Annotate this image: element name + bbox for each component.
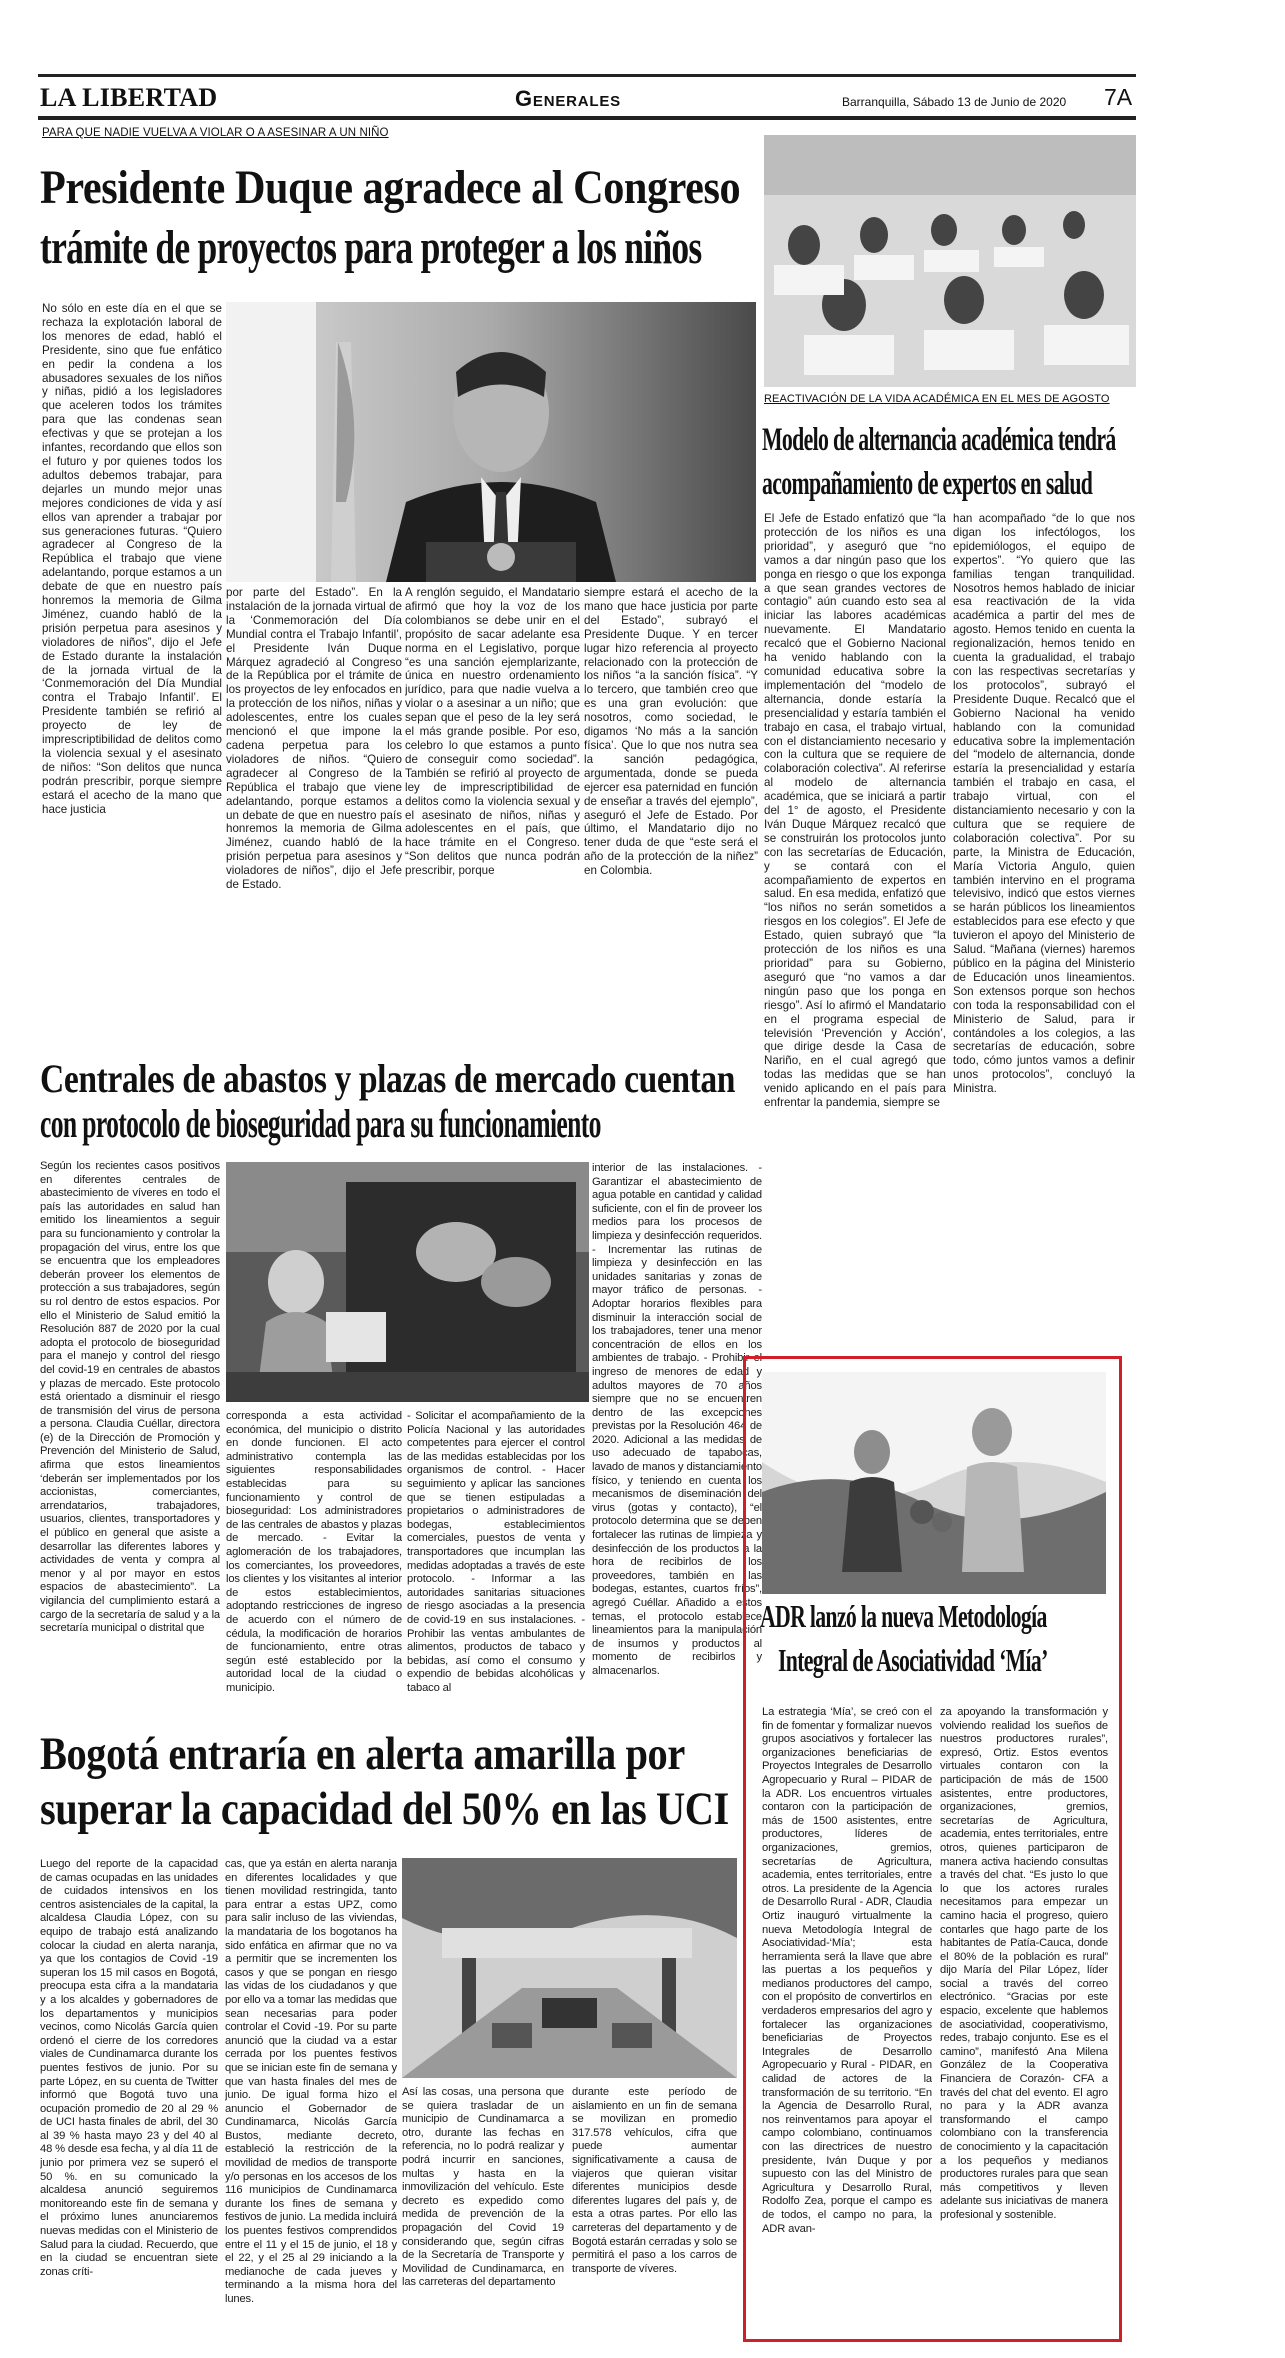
president-image [226,302,756,582]
article4-column2 [225,1858,397,2338]
article4-col3-text: Así las cosas, una persona que se quiera trasladar de un municipio de Cundinamarca a otro, durante las fechas en referencia, no lo podrá realizar y podrá incurrir en sanciones, multas y hasta en la inmovilización del vehículo. Este decreto es expedido como medida de prevención de la propagación del Covid 19 considerando que, según cifras de la Secretaría de Transporte y Movilidad de Cundinamarca, en las carreteras del departamento [402,2086,564,2289]
article3-column3 [407,1410,585,1710]
classroom-image [764,135,1136,387]
article3-col4-text: interior de las instalaciones. - Garantizar el abastecimiento de agua potable en cantidad y calidad suficiente, con el fin de proveer los medios para los procesos de limpieza y desinfección requeridos. - Incrementar las rutinas de limpieza y desinfección en las unidades sanitarias y zonas de mayor tráfico de personas. - Adoptar horarios flexibles para disminuir la interacción social de los trabajadores, tener una menor concentración de ellos en los ambientes de trabajo. - Prohibir el ingreso de menores de edad y adultos mayores de 70 años siempre que no se encuentren dentro de las excepciones previstas por la Resolución 464 de 2020. Adicional a las medidas de uso adecuado de tapabocas, lavado de manos y distanciamiento físico, y teniendo en cuenta los mecanismos de diseminación del virus (gotas y contacto), “el protocolo determina que se deben fortalecer las rutinas de limpieza y desinfección de los productos a la hora de recibirlos de los proveedores, también en las bodegas, estantes, cuartos fríos”, agregó Cuéllar. Añadido a estos temas, el protocolo establece lineamientos para la manipulación de insumos y productos al momento de recibirlos y almacenarlos. [592,1162,762,1677]
checkpoint-photo [402,1858,737,2078]
page-number: 7A [1104,84,1133,110]
farmers-photo [762,1372,1106,1594]
article1-col1-text: No sólo en este día en el que se rechaza la explotación laboral de los menores de edad, habló el Presidente, sino que fue enfático en pedir la condena a los abusadores sexuales de los niños y niñas, pidió a los legisladores que aceleren todos los trámites para que las condenas sean efectivas y que se protejan a los infantes, recordando que ellos son el futuro y por quienes todos los adultos debemos trabajar, para dejarles un mundo mejor unas mejores condiciones de vida y así ellos van aprender a trabajar por sus generaciones futuras. “Quiero agradecer al Congreso de la República el trabajo que viene adelantando, porque estamos a un debate de que en nuestro país honremos la memoria de Gilma Jiménez, cuando habló de la prisión perpetua para asesinos y violadores de niños”, dijo el Jefe de Estado durante la instalación de la jornada virtual de la ‘Conmemoración del Día Mundial contra el Trabajo Infantil’. El Presidente también se refirió al proyecto de ley de imprescriptibilidad de delitos como la violencia sexual y el asesinato de niños: “Son delitos que nunca podrán prescribir, porque siempre estará el acecho de la mano que hace justicia [42,302,222,816]
article1-col4-text: siempre estará el acecho de la mano que hace justicia por parte del Estado”, subrayó el Presidente Duque. Y en tercer lugar hizo referencia al proyecto relacionado con la protección de los niños “a la sanción física”. “Y lo tercero, que también creo que es una gran evolución: que nosotros, como sociedad, le digamos ‘No más a la sanción física’. Que lo que nos nutra sea la sanción pedagógica, argumentada, donde se pueda ejercer esa paternidad en función de enseñar a través del ejemplo”, aseguró el Jefe de Estado. Por último, el Mandatario dijo no tener duda de que “este será el año de la protección de la niñez” en Colombia. [584,586,758,878]
article3-column2 [226,1410,402,1710]
article4-column1 [40,1858,218,2338]
checkpoint-image [402,1858,737,2078]
article4-col1-text: Luego del reporte de la capacidad de camas ocupadas en las unidades de cuidados intensivos en los centros asistenciales de la capital, la alcaldesa Claudia López, con su equipo de trabajo está analizando colocar la ciudad en alerta naranja, ya que los contagios de Covid -19 superan los 15 mil casos en Bogotá, preocupa esta cifra a la mandataria y a los alcaldes y gobernadores de los departamentos y municipios vecinos, como Nicolás García quien ordenó el cierre de los corredores viales de Cundinamarca durante los puentes festivos de junio. Por su parte López, en su cuenta de Twitter informó que Bogotá tuvo una ocupación promedio de 20 al 29 % de UCI hasta finales de abril, del 30 al 39 % hasta mayo 23 y del 40 al 48 % desde esa fecha, y al día 11 de junio por primera vez se superó el 50 %. en su comunicado la alcaldesa anunció seguiremos monitoreando este fin de semana y el próximo lunes anunciaremos nuevas medidas con el Ministerio de Salud para la ciudad. Recuerdo, que en la ciudad se encuentran siete zonas críti- [40,1858,218,2278]
article4-headline-line1: Bogotá entraría en alerta amarilla por [40,1728,685,1780]
masthead: LA LIBERTAD [40,83,218,112]
market-image [226,1162,589,1402]
article5-headline-line2: Integral de Asociatividad ‘Mía’ [778,1642,1048,1678]
article4-headline-line2: superar la capacidad del 50% en las UCI [40,1783,729,1835]
header-bottom-rule [38,116,1136,120]
article1-headline-line1: Presidente Duque agradece al Congreso [40,161,741,214]
article3-column1 [40,1160,220,1720]
article3-col2-text: corresponda a esta actividad económica, del municipio o distrito en donde funcionen. El acto administrativo contempla las siguientes responsabilidades establecidas para su funcionamiento y control de bioseguridad: Los administradores de las centrales de abastos y plazas de mercado. - Evitar la aglomeración de los trabajadores, los comerciantes, los proveedores, los clientes y los visitantes al interior de estos establecimientos, adoptando restricciones de ingreso de acuerdo con el número de cédula, la modificación de horarios de funcionamiento, entre otras según esté establecido por la autoridad local de la ciudad o municipio. [226,1410,402,1694]
article2-col2-text: han acompañado “de lo que nos digan los infectólogos, los epidemiólogos, el equipo de expertos”. “Yo quiero que las familias tengan tranquilidad. Nosotros hemos hablado de iniciar esa reactivación de la vida académica a partir del mes de agosto. Hemos tenido en cuenta la regionalización, hemos tenido en cuenta la gradualidad, el trabajo con las respectivas secretarías y los protocolos”, subrayó el Presidente Duque. Recalcó que el Gobierno Nacional ha venido hablando con la comunidad educativa sobre la implementación del “modelo de alternancia, donde estaría la presencialidad y estaría también el trabajo en casa, el trabajo virtual, con el distanciamiento necesario y con la cultura que se requiere de colaboración colectiva”. Por su parte, la Ministra de Educación, María Victoria Angulo, quien también intervino en el programa televisivo, indicó que estos viernes se harán públicos los lineamientos establecidos para ese efecto y que tuvieron el apoyo del Ministerio de Salud. “Mañana (viernes) haremos público en la página del Ministerio de Educación unos lineamientos. Son extensos porque son hechos con toda la responsabilidad con el Ministerio de Salud, para ir contándoles a los colegios, a las secretarías de educación, sobre todo, cómo juntos vamos a definir unos protocolos”, concluyó la Ministra. [953,512,1135,1096]
article2-headline-line2: acompañamiento de expertos en salud [762,466,1093,502]
article5-column1 [762,1706,932,2326]
article3-column4 [592,1162,762,1712]
article3-col3-text: - Solicitar el acompañamiento de la Policía Nacional y las autoridades competentes para ejercer el control de las medidas establecidas por los organismos de control. - Hacer seguimiento y aplicar las sanciones que se tienen estipuladas a propietarios o administradores de bodegas, establecimientos comerciales, puestos de venta y transportadores que incumplan las medidas adoptadas a través de este protocolo. - Informar a las autoridades sanitarias situaciones de riesgo asociadas a la presencia de covid-19 en sus instalaciones. - Prohibir las ventas ambulantes de alimentos, productos de tabaco y bebidas, así como el consumo y expendio de bebidas alcohólicas y tabaco al [407,1410,585,1694]
header-top-rule [38,74,1136,77]
article3-col1-text: Según los recientes casos positivos en diferentes centrales de abastecimiento de víveres en todo el país las autoridades en salud han emitido los lineamientos a seguir para su funcionamiento y controlar la propagación del virus, entre los que se encuentra que los empleadores deberán proveer los elementos de protección a sus trabajadores, según su rol dentro de estos espacios. Por ello el Ministerio de Salud emitió la Resolución 887 de 2020 por la cual adopta el protocolo de bioseguridad para el manejo y control del riesgo del covid-19 en centrales de abastos y plazas de mercado. Este protocolo está orientado a disminuir el riesgo de transmisión del virus de persona a persona. Claudia Cuéllar, directora (e) de la Dirección de Promoción y Prevención del Ministerio de Salud, afirma que estos lineamientos ‘deberán ser implementados por los accionistas, comerciantes, arrendatarios, trabajadores, usuarios, clientes, transportadores y el público en general que asiste a desarrollar las diferentes labores y actividades de venta y compra al menor y al por mayor en estos espacios de abastecimiento”. La vigilancia del cumplimiento estará a cargo de la secretaría de salud y a la secretaría municipal o distrital que [40,1160,220,1635]
article2-col1-text: El Jefe de Estado enfatizó que “la protección de los niños es una prioridad”, y aseguró que “no vamos a dar ningún paso que los ponga en riesgo o que los exponga a que sean grandes vectores de contagio” aún cuando esto sea al iniciar las labores académicas nuevamente. El Mandatario recalcó que el Gobierno Nacional ha venido hablando con la comunidad educativa sobre la implementación del “modelo de alternancia, donde estaría la presencialidad y estaría también el trabajo en casa, el trabajo virtual, con el distanciamiento necesario y con la cultura que se requiere de colaboración colectiva”. Al referirse al modelo de alternancia académica, que se iniciará a partir del 1° de agosto, el Presidente Iván Duque Márquez recalcó que se construirán los protocolos junto con las secretarías de Educación, y se contará con el acompañamiento de expertos en salud. En esa medida, enfatizó que “los niños no serán sometidos a riesgos en los colegios”. El Jefe de Estado, quien subrayó que “la protección de los niños es una prioridad” para su Gobierno, aseguró que “no vamos a dar ningún paso que los ponga en riesgo”. Así lo afirmó el Mandatario en el programa especial de televisión ‘Prevención y Acción’, que dirige desde la Casa de Nariño, en el cual agregó que todas las medidas que se han venido aplicando en el país para enfrentar la pandemia, siempre se [764,512,946,1110]
article5-column2 [940,1706,1108,2326]
section-name: Generales [515,86,621,111]
article5-col2-text: za apoyando la transformación y volviendo realidad los sueños de nuestros productores rurales”, expresó, Ortiz. Estos eventos virtuales contaron con la participación de más de 1500 asistentes, entre productores, organizaciones, gremios, secretarías de Agricultura, academia, entes territoriales, entre otros, quienes participaron de manera activa haciendo consultas a través del chat. “Es justo lo que lo que los actores rurales necesitamos para empezar un camino hacia el progreso, quiero contarles que hago parte de los habitantes de Patía-Cauca, donde el 80% de la población es rural” dijo María del Pilar López, líder social a través del correo electrónico. “Gracias por este espacio, excelente que hablemos de asociatividad, cooperativismo, redes, trabajo conjunto. Ese es el camino”, manifestó Ana Milena González de la Cooperativa Financiera de Corazón- CFA a través del chat del evento. El agro no para y la ADR avanza transformando el campo colombiano con la transferencia de conocimiento y la capacitación a los pequeños y medianos productores rurales para que sean más competitivos y lleven adelante sus iniciativas de manera profesional y sostenible. [940,1706,1108,2221]
president-photo [226,302,756,582]
article2-kicker: REACTIVACIÓN DE LA VIDA ACADÉMICA EN EL MES DE AGOSTO [764,393,1110,405]
article1-kicker: PARA QUE NADIE VUELVA A VIOLAR O A ASESINAR A UN NIÑO [42,127,389,139]
dateline: Barranquilla, Sábado 13 de Junio de 2020 [842,95,1067,109]
article4-column3 [402,2086,564,2338]
article5-col1-text: La estrategia ‘Mía’, se creó con el fin de fomentar y formalizar nuevos grupos asociativos y fortalecer las organizaciones beneficiarias de Proyectos Integrales de Desarrollo Agropecuario y Rural – PIDAR de la ADR. Los encuentros virtuales contaron con la participación de más de 1500 asistentes, entre productores, líderes de organizaciones, gremios, secretarías de Agricultura, academia, entes territoriales, entre otros. La presidente de la Agencia de Desarrollo Rural - ADR, Claudia Ortiz inauguró virtualmente la nueva Metodología Integral de Asociatividad-‘Mía’; esta herramienta será la llave que abre las puertas a los pequeños y medianos productores del campo, con el propósito de convertirlos en verdaderos empresarios del agro y fortalecer las organizaciones beneficiarias de Proyectos Integrales de Desarrollo Agropecuario y Rural - PIDAR, en calidad de actores de la transformación de su territorio. “En la Agencia de Desarrollo Rural, nos reinventamos para apoyar el campo colombiano, continuamos con las directrices de nuestro presidente, Iván Duque y por supuesto con las del Ministro de Agricultura y Desarrollo Rural, Rodolfo Zea, porque el campo es de todos, el campo no para, la ADR avan- [762,1706,932,2235]
article2-headline-line1: Modelo de alternancia académica tendrá [762,422,1116,458]
article5-headline-line1: ADR lanzó la nueva Metodología [760,1598,1047,1634]
market-photo [226,1162,589,1402]
article4-col4-text: durante este período de aislamiento en un fin de semana se movilizan en promedio 317.578 vehículos, cifra que puede aumentar significativamente a causa de viajeros que quieran visitar diferentes municipios desde diferentes lugares del país y, de esta a otras partes. Por ello las carreteras del departamento y de Bogotá estarán cerradas y solo se permitirá el paso a los carros de transporte de víveres. [572,2086,737,2275]
article1-headline-line2: trámite de proyectos para proteger a los niños [40,221,702,274]
article3-headline-line2: con protocolo de bioseguridad para su funcionamiento [40,1101,601,1146]
article4-col2-text: cas, que ya están en alerta naranja en diferentes localidades y que tienen movilidad restringida, tanto para entrar a estas UPZ, como para salir incluso de las viviendas, la mandataria de los bogotanos ha sido enfática en afirmar que no va a permitir que se incrementen los casos y que se pongan en riesgo las vidas de los ciudadanos y que por ello va a tomar las medidas que sean necesarias para poder controlar el Covid -19. Por su parte anunció que la ciudad va a estar cerrada por los puentes festivos que se inician este fin de semana y que van hasta finales del mes de junio. De igual forma hizo el anuncio el Gobernador de Cundinamarca, Nicolás García Bustos, mediante decreto, estableció la restricción de la movilidad de medios de transporte y/o personas en los accesos de los 116 municipios de Cundinamarca durante los fines de semana y festivos de junio. La medida incluirá los puentes festivos comprendidos entre el 11 y el 15 de junio, el 18 y el 22, y el 25 al 29 iniciando a la medianoche de cada jueves y terminando a la misma hora del lunes. [225,1858,397,2305]
article4-column4 [572,2086,737,2338]
classroom-photo [764,135,1136,387]
article1-col3-text: A renglón seguido, el Mandatario afirmó que hoy la voz de los colombianos se debe unir en el propósito de sacar adelante esa norma en el Legislativo, porque “es una sanción ejemplarizante, única en nuestro ordenamiento jurídico, para que nadie vuelva a violar o a asesinar a un niño; que sepan que el peso de la ley será el más grande posible. Por eso, celebro lo que estamos a punto de conseguir como sociedad”. También se refirió al proyecto de ley de imprescriptibilidad de delitos como la violencia sexual y el asesinato de niños, niñas y adolescentes en el país, que hace trámite en el Congreso. “Son delitos que nunca podrán prescribir, porque [405,586,580,878]
article3-headline-line1: Centrales de abastos y plazas de mercado cuentan [40,1056,736,1101]
article1-col2-text: por parte del Estado”. En la instalación de la jornada virtual de la ‘Conmemoración del Día Mundial contra el Trabajo Infantil’, el Presidente Iván Duque Márquez agradeció al Congreso de la República por el trámite de los proyectos de ley enfocados en la protección de los niños, niñas y adolescentes, entre los cuales mencionó el que impone la cadena perpetua para los violadores de niños. “Quiero agradecer al Congreso de la República el trabajo que viene adelantando, porque estamos a un debate de que en nuestro país honremos la memoria de Gilma Jiménez, cuando habló de la prisión perpetua para asesinos y violadores de niños”, dijo el Jefe de Estado. [226,586,402,892]
article2-column1 [764,512,946,1346]
article2-column2 [953,512,1135,1346]
farmers-image [762,1372,1106,1594]
